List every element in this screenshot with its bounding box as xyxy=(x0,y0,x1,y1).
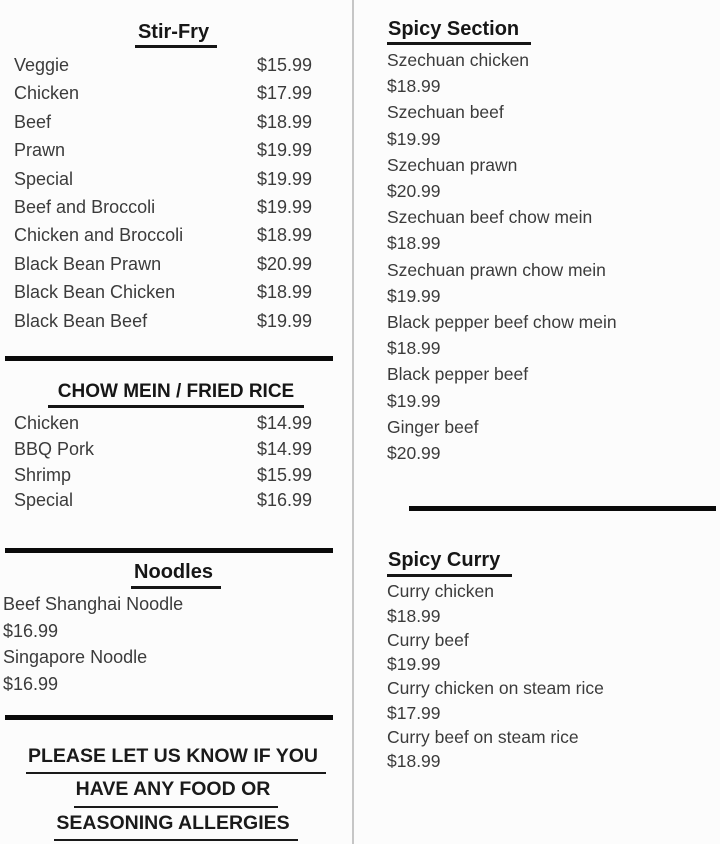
left-column xyxy=(0,0,352,844)
item-price: $16.99 xyxy=(256,490,312,511)
menu-item-row xyxy=(14,221,312,249)
menu-item-row xyxy=(14,463,312,489)
menu-item-row xyxy=(14,79,312,107)
section-divider-rule xyxy=(5,548,333,553)
curry-section-title xyxy=(387,547,716,577)
item-price: $14.99 xyxy=(256,413,312,434)
menu-item-row xyxy=(14,136,312,164)
item-price: $14.99 xyxy=(256,438,312,459)
item-name: Special xyxy=(14,490,74,511)
item-price: $18.99 xyxy=(256,225,312,246)
menu-item-row xyxy=(14,411,312,437)
notice-line: SEASONING ALLERGIES xyxy=(0,808,352,842)
menu-item-row xyxy=(14,307,312,335)
spicy-title-text: Spicy Section xyxy=(387,16,531,45)
item-price: $19.99 xyxy=(387,285,441,306)
item-name: Prawn xyxy=(14,140,66,161)
item-price: $17.99 xyxy=(256,83,312,104)
item-price: $18.99 xyxy=(387,751,441,772)
item-name: Szechuan prawn xyxy=(387,154,518,175)
item-name: Chicken xyxy=(14,413,80,434)
item-name: Beef Shanghai Noodle xyxy=(3,594,184,615)
item-name: Szechuan beef xyxy=(387,102,504,123)
item-price: $15.99 xyxy=(256,55,312,75)
item-name: Curry chicken xyxy=(387,581,494,602)
item-name: Chicken xyxy=(14,83,80,104)
menu-item-row xyxy=(14,165,312,193)
section-divider-rule xyxy=(409,506,716,511)
stirfry-section-title xyxy=(0,19,352,48)
item-price: $19.99 xyxy=(387,128,441,149)
menu-item-row xyxy=(14,108,312,136)
item-name: Beef xyxy=(14,111,52,132)
spicy-item-list xyxy=(387,47,716,466)
item-price: $18.99 xyxy=(387,233,441,254)
item-price: $20.99 xyxy=(256,253,312,274)
noodles-section-title xyxy=(0,559,352,589)
item-price: $18.99 xyxy=(387,605,441,626)
curry-title-text: Spicy Curry xyxy=(387,547,512,577)
menu-item-row xyxy=(14,193,312,221)
chowmein-section-title xyxy=(0,379,352,408)
item-name: Curry beef on steam rice xyxy=(387,727,579,748)
item-price: $19.99 xyxy=(256,310,312,331)
menu-item-row xyxy=(14,488,312,514)
notice-line: HAVE ANY FOOD OR xyxy=(0,774,352,808)
item-price: $17.99 xyxy=(387,702,441,723)
item-name: Chicken and Broccoli xyxy=(14,225,184,246)
menu-item-row xyxy=(14,51,312,79)
item-price: $19.99 xyxy=(387,654,441,675)
item-price: $18.99 xyxy=(387,76,441,97)
menu-item-row xyxy=(14,437,312,463)
item-name: Curry chicken on steam rice xyxy=(387,678,604,699)
noodles-title-text: Noodles xyxy=(131,559,221,589)
section-divider-rule xyxy=(5,715,333,720)
curry-item-list xyxy=(387,579,716,773)
item-name: BBQ Pork xyxy=(14,438,95,459)
item-name: Szechuan beef chow mein xyxy=(387,207,593,228)
chowmein-title-text: CHOW MEIN / FRIED RICE xyxy=(48,379,304,408)
menu-item-row xyxy=(14,250,312,278)
item-name: Black Bean Chicken xyxy=(14,282,176,303)
chowmein-item-list xyxy=(14,411,312,514)
item-name: Veggie xyxy=(14,55,70,75)
item-price: $19.99 xyxy=(256,197,312,218)
item-name: Special xyxy=(14,168,74,189)
notice-line: PLEASE LET US KNOW IF YOU xyxy=(0,741,352,775)
section-divider-rule xyxy=(5,356,333,361)
item-name: Black pepper beef xyxy=(387,364,529,385)
stirfry-title-text: Stir-Fry xyxy=(135,19,217,48)
item-name: Szechuan chicken xyxy=(387,50,530,70)
item-price: $20.99 xyxy=(387,181,441,202)
menu-item-row xyxy=(14,278,312,306)
right-column xyxy=(354,0,720,844)
item-price: $16.99 xyxy=(3,674,59,695)
item-name: Shrimp xyxy=(14,464,72,485)
item-price: $19.99 xyxy=(256,168,312,189)
item-price: $20.99 xyxy=(387,443,441,464)
item-name: Beef and Broccoli xyxy=(14,197,156,218)
spicy-section-title xyxy=(387,16,716,45)
item-name: Singapore Noodle xyxy=(3,647,148,668)
item-name: Black Bean Beef xyxy=(14,310,148,331)
allergy-notice xyxy=(0,741,352,842)
item-name: Black pepper beef chow mein xyxy=(387,312,617,333)
item-price: $18.99 xyxy=(256,111,312,132)
item-price: $18.99 xyxy=(256,282,312,303)
item-price: $16.99 xyxy=(3,620,59,641)
item-price: $18.99 xyxy=(387,338,441,359)
item-price: $15.99 xyxy=(256,464,312,485)
item-price: $19.99 xyxy=(256,140,312,161)
item-name: Szechuan prawn chow mein xyxy=(387,259,606,280)
item-name: Curry beef xyxy=(387,629,469,650)
item-name: Ginger beef xyxy=(387,416,479,437)
item-name: Black Bean Prawn xyxy=(14,253,162,274)
stirfry-item-list xyxy=(14,51,312,335)
item-price: $19.99 xyxy=(387,390,441,411)
noodles-item-list xyxy=(0,591,352,697)
